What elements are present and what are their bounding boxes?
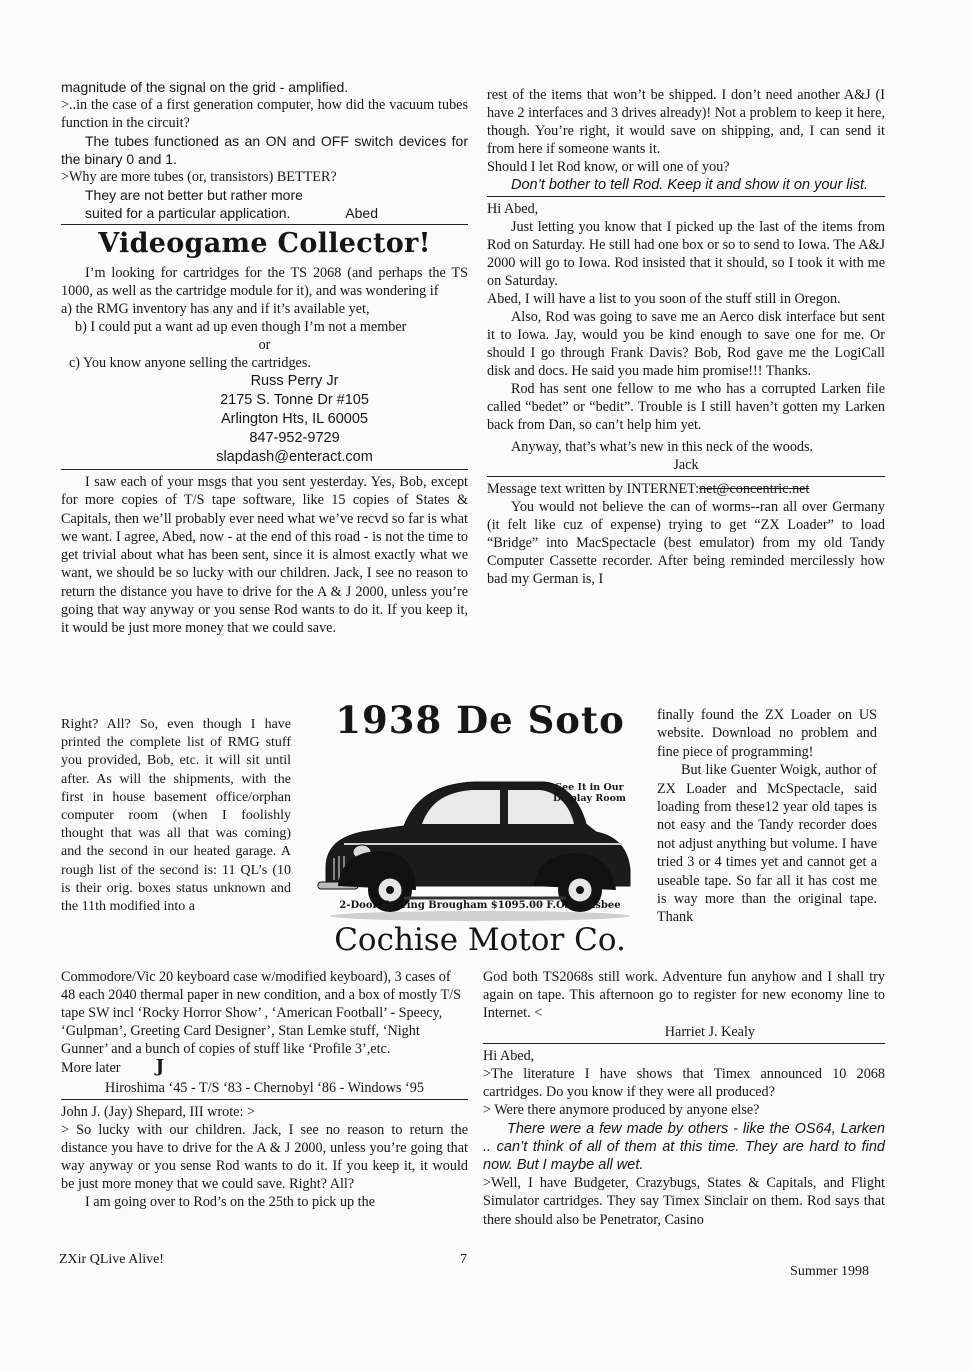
paragraph: I’m looking for cartridges for the TS 2068 (and perhaps the TS 1000, as well as the cartridge module for it), and was wondering if [61, 265, 468, 299]
paragraph: I saw each of your msgs that you sent yesterday. Yes, Bob, except for more copies of T/S tape software, like 15 copies of States & Capitals, then we’ll probably ever need what we’ve recvd so far is what we want. I agree, Abed, now - at the end of this road - is not the time to get trivial about what has been sent, since it is almost exactly what we want, we should be so lucky with our children. Jack, I see no reason to return the distance you have to drive for the A & J 2000, unless you’re going that way anyway or you sense Rod wants to do it. If you keep it, it would be just more money that we could save. [61, 474, 468, 637]
quote: >Well, I have Budgeter, Crazybugs, States & Capitals, and Flight Simulator cartridges. They say Timex Sinclair on them. Rod says that there should also be Penetrator, Casino [483, 1175, 885, 1228]
ad-caption: 2-Door Touring Brougham $1095.00 F.O.B. Bisbee [339, 900, 621, 911]
paragraph: Anyway, that’s what’s new in this neck of the woods. [511, 439, 814, 455]
paragraph: John J. (Jay) Shepard, III wrote: > [61, 1104, 255, 1120]
divider [61, 469, 468, 470]
paragraph: finally found the ZX Loader on US website. Download no problem and fine piece of programming! [657, 707, 877, 760]
divider [61, 224, 468, 225]
address-block [121, 372, 468, 467]
ad-title: 1938 De Soto [335, 698, 625, 742]
ad-company: Cochise Motor Co. [334, 922, 626, 958]
divider [487, 196, 885, 197]
address-name: Russ Perry Jr [250, 373, 339, 389]
divider [487, 476, 885, 477]
signature: Abed [345, 205, 378, 221]
list-item: b) I could put a want ad up even though I’m not a member [75, 319, 407, 335]
paragraph: >Why are more tubes (or, transistors) BETTER? [61, 169, 337, 185]
ad-subtext-line: See It in Our [555, 782, 624, 793]
paragraph: Abed, I will have a list to you soon of the stuff still in Oregon. [487, 291, 841, 307]
divider [483, 1043, 885, 1044]
paragraph: Should I let Rod know, or will one of you? [487, 159, 730, 175]
divider [61, 1099, 468, 1100]
paragraph: Right? All? So, even though I have printed the complete list of RMG stuff you provided, Bob, etc. it will sit until after. As will the shipments, with the first in house basement office/orphan computer room (when I foolishly thought that was all that was coming) and the second in our heated garage. A rough list of the second is: 11 QL’s (10 is their orig. boxes status unknown and the 11th modified into a [61, 717, 291, 915]
greeting: Hi Abed, [483, 1047, 535, 1064]
quote: >The literature I have shows that Timex announced 10 2068 cartridges. Do you know if they were all produced? [483, 1066, 885, 1101]
address-city: Arlington Hts, IL 60005 [221, 411, 368, 427]
paragraph: Just letting you know that I picked up the last of the items from Rod on Saturday. He still had one box or so to send to Iowa. The A&J 2000 will go to Iowa. Rod insisted that it should, so I took it with me on Saturday. [487, 219, 885, 289]
struck-address: net@concentric.net [699, 481, 810, 497]
signature: Jack [673, 457, 699, 473]
paragraph: You would not believe the can of worms--ran all over Germany (it felt like cuz of expense) trying to get “ZX Loader” to load “Bridge” into MacSpectacle (best emulator) from my old Tandy Computer Cassette recorder. After being reminded mercilessly how bad my German is, I [487, 499, 885, 587]
paragraph: Rod has sent one fellow to me who has a corrupted Larken file called “bedet” or “bedit”. Trouble is I still haven’t gotten my Larken back from Dan, so can’t help him yet. [487, 381, 885, 433]
section-heading: Videogame Collector! [98, 228, 431, 259]
paragraph: God both TS2068s still work. Adventure fun anyhow and I shall try again on tape. This afternoon go to register for new economy line to Internet. < [483, 969, 885, 1022]
reply: Don’t bother to tell Rod. Keep it and show it on your list. [511, 177, 869, 193]
issue-date: Summer 1998 [790, 1264, 869, 1279]
greeting: Hi Abed, [487, 201, 539, 217]
paragraph: But like Guenter Woigk, author of ZX Loader and McSpectacle, said loading from these12 year old tapes is not easy and the Tandy recorder does not adjust anything but volume. I have tried 3 or 4 times yet and cannot get a useable tape. So far all it has cost me is way more than the original tape. Thank [657, 762, 877, 926]
paragraph: The tubes functioned as an ON and OFF switch devices for the binary 0 and 1. [61, 133, 468, 167]
address-phone: 847-952-9729 [249, 430, 340, 446]
ad-subtext [553, 782, 626, 804]
paragraph: Also, Rod was going to save me an Aerco disk interface but sent it to Iowa. Jay, would you be kind enough to save one for me. Or should I go through Frank Davis? Bob, Rod gave me the LogiCall disk and docs. He said you made him promise!!! Thanks. [487, 309, 885, 379]
right-column-lower [483, 968, 885, 1229]
quote: > Were there anymore produced by anyone else? [483, 1102, 760, 1119]
paragraph-wrap-right [657, 706, 877, 927]
reply: There were a few made by others - like the OS64, Larken .. can’t think of all of them at this time. They are hard to find now. But I maybe all wet. [483, 1120, 885, 1174]
left-column [61, 78, 468, 638]
tagline: Hiroshima ‘45 - T/S ‘83 - Chernobyl ‘86 - Windows ‘95 [105, 1080, 424, 1096]
paragraph-wrap-left [61, 716, 291, 916]
address-email: slapdash@enteract.com [216, 449, 373, 465]
car-advertisement [304, 700, 656, 968]
closing: More later [61, 1060, 121, 1076]
ad-subtext-line: Display Room [552, 793, 626, 804]
quote: > So lucky with our children. Jack, I see no reason to return the distance you have to drive for the A & J 2000, unless you’re going that way anyway or you sense Rod wants to do it. If you keep it, it would be just more money that we could save. Right? All? [61, 1122, 468, 1192]
conjunction: or [258, 337, 271, 353]
paragraph: >..in the case of a first generation computer, how did the vacuum tubes function in the circuit? [61, 97, 468, 131]
address-street: 2175 S. Tonne Dr #105 [220, 392, 369, 408]
paragraph: magnitude of the signal on the grid - amplified. [61, 79, 349, 95]
left-column-lower [61, 968, 468, 1211]
signature: J [155, 1056, 165, 1077]
paragraph: rest of the items that won’t be shipped. I don’t need another A&J (I have 2 interfaces and 3 drives already)! Not a problem to keep it here, though. You’re right, it would save on shipping, and, I can send it from here if someone wants it. [487, 87, 885, 157]
page-number: 7 [460, 1252, 467, 1267]
paragraph-with-signature [61, 186, 468, 222]
list-item: c) You know anyone selling the cartridges. [69, 355, 311, 371]
message-header-text: Message text written by INTERNET: [487, 481, 700, 497]
message-header [487, 480, 885, 498]
list-item: a) the RMG inventory has any and if it’s available yet, [61, 301, 370, 317]
paragraph: I am going over to Rod’s on the 25th to pick up the [85, 1194, 376, 1210]
publication-name: ZXir QLive Alive! [59, 1252, 164, 1267]
paragraph: They are not better but rather more suited for a particular application. [85, 187, 303, 221]
signature: Harriet J. Kealy [664, 1023, 755, 1040]
paragraph: Commodore/Vic 20 keyboard case w/modified keyboard), 3 cases of 48 each 2040 thermal paper in new condition, and a box of mostly T/S tape SW incl ‘Rocky Horror Show’ , ‘American Football’ - Speecy, ‘Gulpman’, Greeting Card Designer’, Stan Lemke stuff, ‘Night Gunner’ and a bunch of copies of stuff like ‘Profile 3’,etc. [61, 969, 462, 1057]
right-column [487, 86, 885, 588]
